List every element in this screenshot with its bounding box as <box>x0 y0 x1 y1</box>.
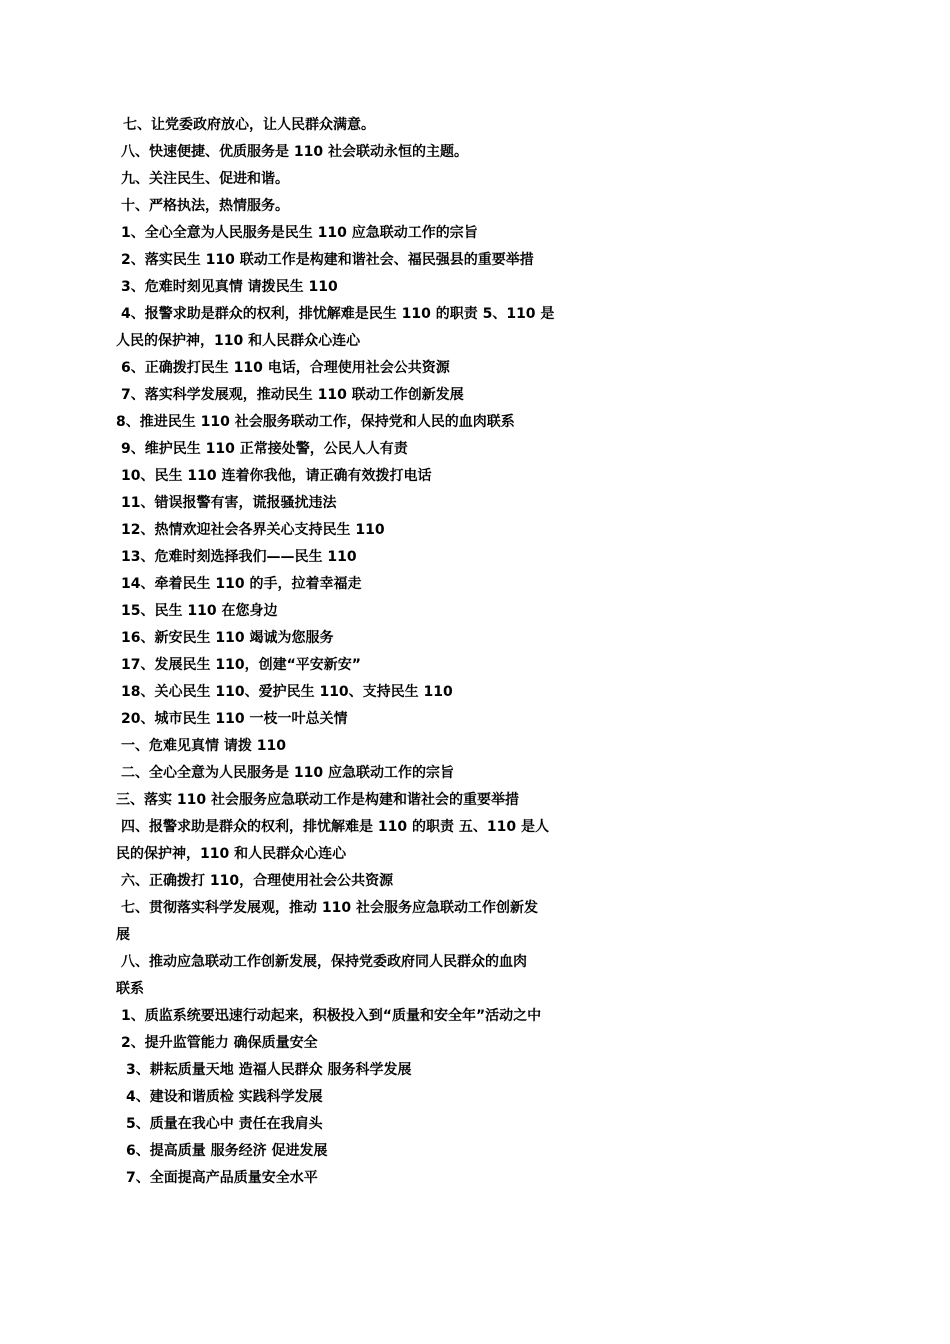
text-line: 20、城市民生 110 一枝一叶总关情 <box>121 711 348 727</box>
text-line: 八、推动应急联动工作创新发展，保持党委政府同人民群众的血肉 <box>121 954 527 970</box>
text-line: 2、提升监管能力 确保质量安全 <box>121 1035 318 1051</box>
text-line: 民的保护神，110 和人民群众心连心 <box>116 846 347 862</box>
text-line: 联系 <box>116 981 144 997</box>
text-line: 4、建设和谐质检 实践科学发展 <box>126 1089 323 1105</box>
text-line: 7、落实科学发展观，推动民生 110 联动工作创新发展 <box>121 387 464 403</box>
text-line: 四、报警求助是群众的权利，排忧解难是 110 的职责 五、110 是人 <box>121 819 549 835</box>
text-line: 4、报警求助是群众的权利，排忧解难是民生 110 的职责 5、110 是 <box>121 306 555 322</box>
text-line: 2、落实民生 110 联动工作是构建和谐社会、福民强县的重要举措 <box>121 252 534 268</box>
text-line: 七、让党委政府放心，让人民群众满意。 <box>123 117 375 133</box>
text-line: 八、快速便捷、优质服务是 110 社会联动永恒的主题。 <box>121 144 468 160</box>
text-line: 3、危难时刻见真情 请拨民生 110 <box>121 279 338 295</box>
text-line: 6、正确拨打民生 110 电话，合理使用社会公共资源 <box>121 360 450 376</box>
text-line: 三、落实 110 社会服务应急联动工作是构建和谐社会的重要举措 <box>116 792 519 808</box>
text-line: 一、危难见真情 请拨 110 <box>121 738 286 754</box>
text-line: 14、牵着民生 110 的手，拉着幸福走 <box>121 576 362 592</box>
text-line: 九、关注民生、促进和谐。 <box>121 171 289 187</box>
text-line: 3、耕耘质量天地 造福人民群众 服务科学发展 <box>126 1062 412 1078</box>
text-line: 11、错误报警有害，谎报骚扰违法 <box>121 495 337 511</box>
text-line: 5、质量在我心中 责任在我肩头 <box>126 1116 323 1132</box>
text-line: 18、关心民生 110、爱护民生 110、支持民生 110 <box>121 684 453 700</box>
text-line: 1、全心全意为人民服务是民生 110 应急联动工作的宗旨 <box>121 225 478 241</box>
text-line: 9、维护民生 110 正常接处警，公民人人有责 <box>121 441 408 457</box>
text-line: 7、全面提高产品质量安全水平 <box>126 1170 318 1186</box>
text-line: 六、正确拨打 110，合理使用社会公共资源 <box>121 873 394 889</box>
text-line: 二、全心全意为人民服务是 110 应急联动工作的宗旨 <box>121 765 454 781</box>
text-line: 七、贯彻落实科学发展观，推动 110 社会服务应急联动工作创新发 <box>121 900 538 916</box>
text-line: 15、民生 110 在您身边 <box>121 603 278 619</box>
text-line: 10、民生 110 连着你我他，请正确有效拨打电话 <box>121 468 432 484</box>
text-line: 展 <box>116 927 130 943</box>
text-line: 十、严格执法，热情服务。 <box>121 198 289 214</box>
text-line: 人民的保护神，110 和人民群众心连心 <box>116 333 361 349</box>
text-line: 6、提高质量 服务经济 促进发展 <box>126 1143 328 1159</box>
text-line: 16、新安民生 110 竭诚为您服务 <box>121 630 334 646</box>
text-line: 12、热情欢迎社会各界关心支持民生 110 <box>121 522 385 538</box>
document-page <box>0 112 950 1192</box>
text-line: 1、质监系统要迅速行动起来，积极投入到“质量和安全年”活动之中 <box>121 1008 542 1024</box>
text-line: 8、推进民生 110 社会服务联动工作，保持党和人民的血肉联系 <box>116 414 515 430</box>
text-line: 13、危难时刻选择我们——民生 110 <box>121 549 357 565</box>
text-line: 17、发展民生 110，创建“平安新安” <box>121 657 361 673</box>
